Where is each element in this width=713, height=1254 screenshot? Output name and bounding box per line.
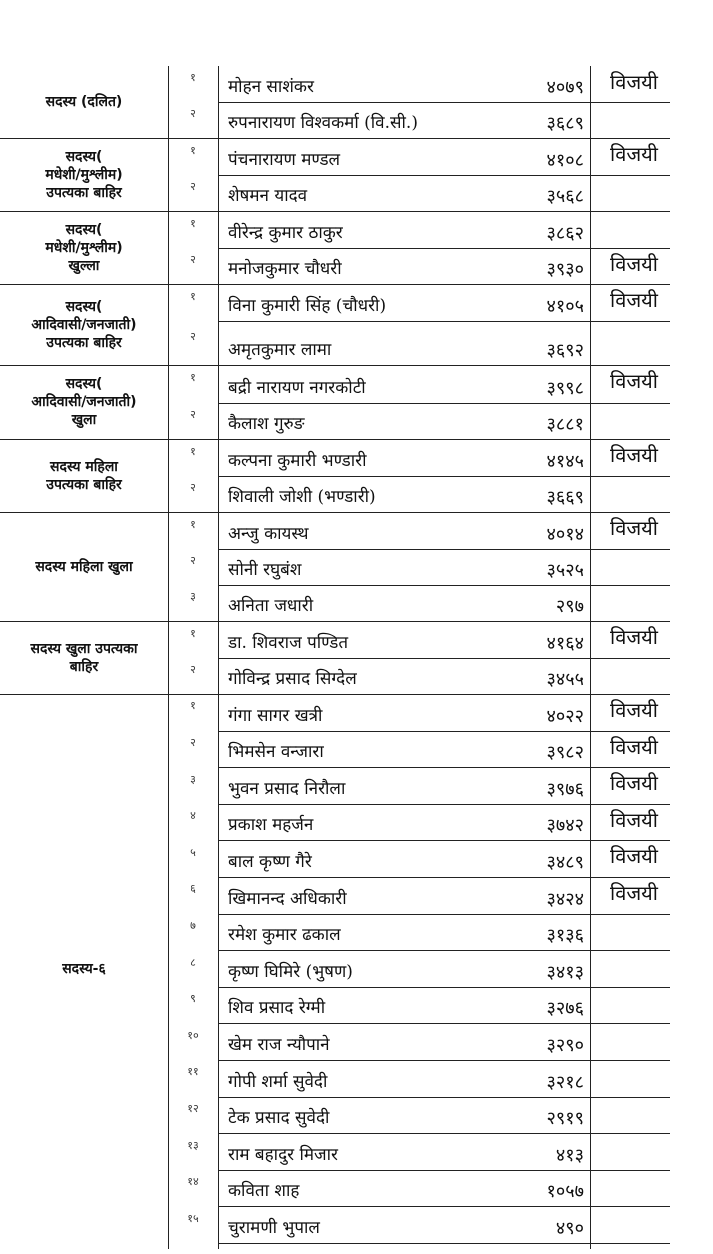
serial-number: २ bbox=[190, 253, 196, 266]
row-divider bbox=[218, 102, 670, 103]
vote-count: ३१३६ bbox=[546, 925, 584, 947]
serial-number: १३ bbox=[187, 1138, 199, 1152]
candidate-name: शेषमन यादव bbox=[228, 186, 308, 206]
serial-number: १४ bbox=[187, 1175, 199, 1189]
vote-count: ३५६८ bbox=[546, 186, 584, 207]
serial-number: ३ bbox=[190, 590, 196, 603]
row-divider bbox=[218, 585, 670, 586]
vote-count: ३७४२ bbox=[546, 815, 584, 837]
vote-count: ४०७९ bbox=[546, 77, 584, 98]
category-label-line: सदस्य महिला bbox=[50, 458, 118, 475]
serial-number: ७ bbox=[190, 918, 196, 932]
vote-count: ३९८२ bbox=[546, 742, 584, 764]
candidate-name: गंगा सागर खत्री bbox=[228, 705, 323, 726]
row-divider bbox=[218, 1133, 670, 1134]
row-divider bbox=[218, 840, 670, 841]
vote-count: ३४२४ bbox=[546, 888, 584, 910]
candidate-name: डा. शिवराज पण्डित bbox=[228, 633, 349, 653]
candidate-name: खिमानन्द अधिकारी bbox=[228, 888, 347, 909]
category-label bbox=[0, 365, 168, 439]
candidate-name: खेम राज न्यौपाने bbox=[228, 1035, 330, 1055]
result-label: विजयी bbox=[610, 698, 658, 722]
serial-number: ११ bbox=[187, 1065, 199, 1079]
serial-number: १ bbox=[190, 71, 196, 84]
row-divider bbox=[218, 175, 670, 176]
vote-count: ४१४५ bbox=[546, 451, 584, 472]
category-label-line: सदस्य-६ bbox=[62, 960, 106, 977]
row-divider bbox=[218, 950, 670, 951]
result-label: विजयी bbox=[610, 625, 658, 649]
vote-count: ४०१४ bbox=[546, 524, 584, 545]
row-divider bbox=[218, 549, 670, 550]
serial-number: १० bbox=[187, 1028, 199, 1042]
candidate-name: शिवाली जोशी (भण्डारी) bbox=[228, 487, 376, 507]
category-label-line: सदस्य महिला खुला bbox=[35, 558, 133, 575]
candidate-name: बाल कृष्ण गैरे bbox=[228, 852, 312, 872]
category-label-line: खुला bbox=[71, 412, 97, 428]
candidate-name: रुपनारायण विश्वकर्मा (वि.सी.) bbox=[228, 113, 418, 133]
category-label-line: सदस्य( bbox=[65, 376, 103, 392]
category-label bbox=[0, 621, 168, 694]
serial-number: २ bbox=[190, 663, 196, 676]
vote-count: ४१०८ bbox=[546, 150, 584, 171]
result-label: विजयी bbox=[610, 288, 658, 312]
category-label-line: सदस्य( bbox=[65, 148, 103, 165]
row-divider bbox=[218, 321, 670, 322]
vote-count: ३९७६ bbox=[546, 778, 584, 800]
serial-number: १ bbox=[190, 517, 196, 531]
result-label: विजयी bbox=[610, 771, 658, 796]
row-divider bbox=[218, 1170, 670, 1171]
vote-count: ३२९० bbox=[546, 1035, 584, 1056]
vote-count: ४१६४ bbox=[546, 633, 584, 654]
vote-count: ३८६२ bbox=[546, 223, 584, 244]
row-divider bbox=[218, 248, 670, 249]
row-divider bbox=[218, 658, 670, 659]
candidate-name: मोहन साशंकर bbox=[228, 77, 314, 97]
category-label-line: आदिवासी/जनजाती) bbox=[31, 394, 137, 410]
vote-count: ३४८९ bbox=[546, 852, 584, 873]
result-label: विजयी bbox=[610, 369, 658, 393]
candidate-name: कैलाश गुरुङ bbox=[228, 414, 305, 434]
candidate-name: भिमसेन वन्जारा bbox=[228, 742, 324, 763]
result-label: विजयी bbox=[610, 443, 658, 467]
row-divider bbox=[218, 1206, 670, 1207]
row-divider bbox=[218, 731, 670, 732]
category-label bbox=[0, 694, 168, 1243]
category-label-line: आदिवासी/जनजाती) bbox=[31, 316, 137, 333]
vote-count: ४९० bbox=[555, 1218, 584, 1239]
vote-count: ३८८१ bbox=[546, 414, 584, 435]
vote-count: ३४१३ bbox=[546, 961, 584, 983]
result-label: विजयी bbox=[610, 734, 658, 759]
serial-number: १ bbox=[190, 289, 196, 303]
vote-count: ४१३ bbox=[555, 1144, 584, 1166]
category-label-line: खुल्ला bbox=[68, 257, 100, 274]
serial-number: ८ bbox=[190, 955, 196, 969]
serial-number: २ bbox=[190, 330, 196, 343]
row-divider bbox=[218, 877, 670, 878]
serial-number: १ bbox=[190, 699, 196, 713]
candidate-name: अनिता जधारी bbox=[228, 596, 314, 616]
vote-count: ३६८९ bbox=[546, 113, 584, 134]
row-divider bbox=[218, 1097, 670, 1098]
candidate-name: प्रकाश महर्जन bbox=[228, 815, 314, 836]
vote-count: २९१९ bbox=[546, 1108, 584, 1130]
candidate-name: अमृतकुमार लामा bbox=[228, 340, 332, 360]
serial-number: ५ bbox=[190, 845, 196, 859]
serial-number: २ bbox=[190, 554, 196, 567]
result-label: विजयी bbox=[610, 881, 658, 905]
candidate-name: कल्पना कुमारी भण्डारी bbox=[228, 451, 367, 471]
row-divider bbox=[218, 476, 670, 477]
vote-count: ४१०५ bbox=[546, 296, 584, 317]
serial-number: १ bbox=[190, 143, 196, 157]
serial-number: १५ bbox=[187, 1211, 199, 1225]
candidate-name: टेक प्रसाद सुवेदी bbox=[228, 1108, 330, 1129]
category-label-line: सदस्य( bbox=[65, 298, 103, 315]
category-label bbox=[0, 512, 168, 621]
serial-number: १ bbox=[190, 626, 196, 640]
category-label-line: सदस्य खुला उपत्यका bbox=[30, 640, 138, 657]
vote-count: १०५७ bbox=[546, 1181, 584, 1203]
result-label: विजयी bbox=[610, 844, 658, 869]
candidate-name: राम बहादुर मिजार bbox=[228, 1144, 338, 1165]
category-label-line: उपत्यका बाहिर bbox=[46, 334, 122, 351]
serial-number: २ bbox=[190, 481, 196, 494]
serial-number: १ bbox=[190, 444, 196, 458]
vote-count: ३२१८ bbox=[546, 1071, 584, 1093]
candidate-name: कृष्ण घिमिरे (भुषण) bbox=[228, 961, 353, 982]
row-divider bbox=[218, 987, 670, 988]
category-label-line: सदस्य( bbox=[65, 221, 103, 238]
serial-number: ४ bbox=[190, 809, 196, 823]
serial-number: ३ bbox=[190, 772, 196, 786]
row-divider bbox=[218, 1023, 670, 1024]
serial-number: २ bbox=[190, 408, 196, 421]
category-label bbox=[0, 138, 168, 211]
serial-number: १ bbox=[190, 371, 196, 384]
vote-count: ३२७६ bbox=[546, 998, 584, 1020]
serial-number: २ bbox=[190, 107, 196, 120]
serial-number: ६ bbox=[190, 882, 196, 896]
candidate-name: चुरामणी भुपाल bbox=[228, 1218, 320, 1238]
vote-count: ४०२२ bbox=[546, 705, 584, 727]
category-label-line: बाहिर bbox=[69, 658, 99, 675]
serial-number: २ bbox=[190, 180, 196, 193]
category-label bbox=[0, 284, 168, 365]
vote-count: ३५२५ bbox=[546, 560, 584, 581]
candidate-name: गोविन्द्र प्रसाद सिग्देल bbox=[228, 669, 357, 689]
result-label: विजयी bbox=[610, 807, 658, 832]
vote-count: ३९९८ bbox=[546, 378, 584, 399]
candidate-name: अन्जु कायस्थ bbox=[228, 524, 309, 544]
category-label bbox=[0, 66, 168, 138]
candidate-name: पंचनारायण मण्डल bbox=[228, 150, 341, 170]
candidate-name: बद्री नारायण नगरकोटी bbox=[228, 378, 366, 398]
candidate-name: भुवन प्रसाद निरौला bbox=[228, 778, 346, 799]
category-label bbox=[0, 439, 168, 512]
serial-number: १२ bbox=[187, 1101, 199, 1115]
row-divider bbox=[218, 767, 670, 768]
vote-count: २९७ bbox=[555, 596, 584, 617]
column-divider bbox=[218, 66, 219, 1249]
category-label-line: मधेशी/मुश्लीम) bbox=[45, 166, 123, 183]
category-label-line: उपत्यका बाहिर bbox=[46, 476, 122, 493]
category-label bbox=[0, 211, 168, 284]
row-divider bbox=[218, 804, 670, 805]
column-divider bbox=[168, 66, 169, 1249]
row-divider bbox=[218, 1243, 670, 1244]
result-label: विजयी bbox=[610, 142, 658, 166]
vote-count: ३६९२ bbox=[546, 340, 584, 361]
category-label-line: उपत्यका बाहिर bbox=[46, 184, 122, 201]
serial-number: ९ bbox=[190, 992, 196, 1006]
result-label: विजयी bbox=[610, 516, 658, 540]
candidate-name: विना कुमारी सिंह (चौधरी) bbox=[228, 296, 387, 316]
candidate-name: कविता शाह bbox=[228, 1181, 300, 1202]
row-divider bbox=[218, 403, 670, 404]
category-label-line: मधेशी/मुश्लीम) bbox=[45, 239, 123, 256]
vote-count: ३४५५ bbox=[546, 669, 584, 690]
column-divider bbox=[590, 66, 591, 1249]
vote-count: ३६६९ bbox=[546, 487, 584, 508]
category-label-line: सदस्य (दलित) bbox=[45, 94, 123, 110]
row-divider bbox=[218, 1060, 670, 1061]
row-divider bbox=[218, 914, 670, 915]
candidate-name: मनोजकुमार चौधरी bbox=[228, 259, 342, 279]
candidate-name: सोनी रघुबंश bbox=[228, 560, 302, 580]
serial-number: १ bbox=[190, 216, 196, 230]
candidate-name: गोपी शर्मा सुवेदी bbox=[228, 1071, 328, 1092]
candidate-name: रमेश कुमार ढकाल bbox=[228, 925, 341, 946]
candidate-name: वीरेन्द्र कुमार ठाकुर bbox=[228, 223, 343, 243]
result-label: विजयी bbox=[610, 70, 658, 94]
candidate-name: शिव प्रसाद रेग्मी bbox=[228, 998, 326, 1019]
vote-count: ३९३० bbox=[546, 259, 584, 280]
serial-number: २ bbox=[190, 735, 196, 749]
result-label: विजयी bbox=[610, 252, 658, 276]
